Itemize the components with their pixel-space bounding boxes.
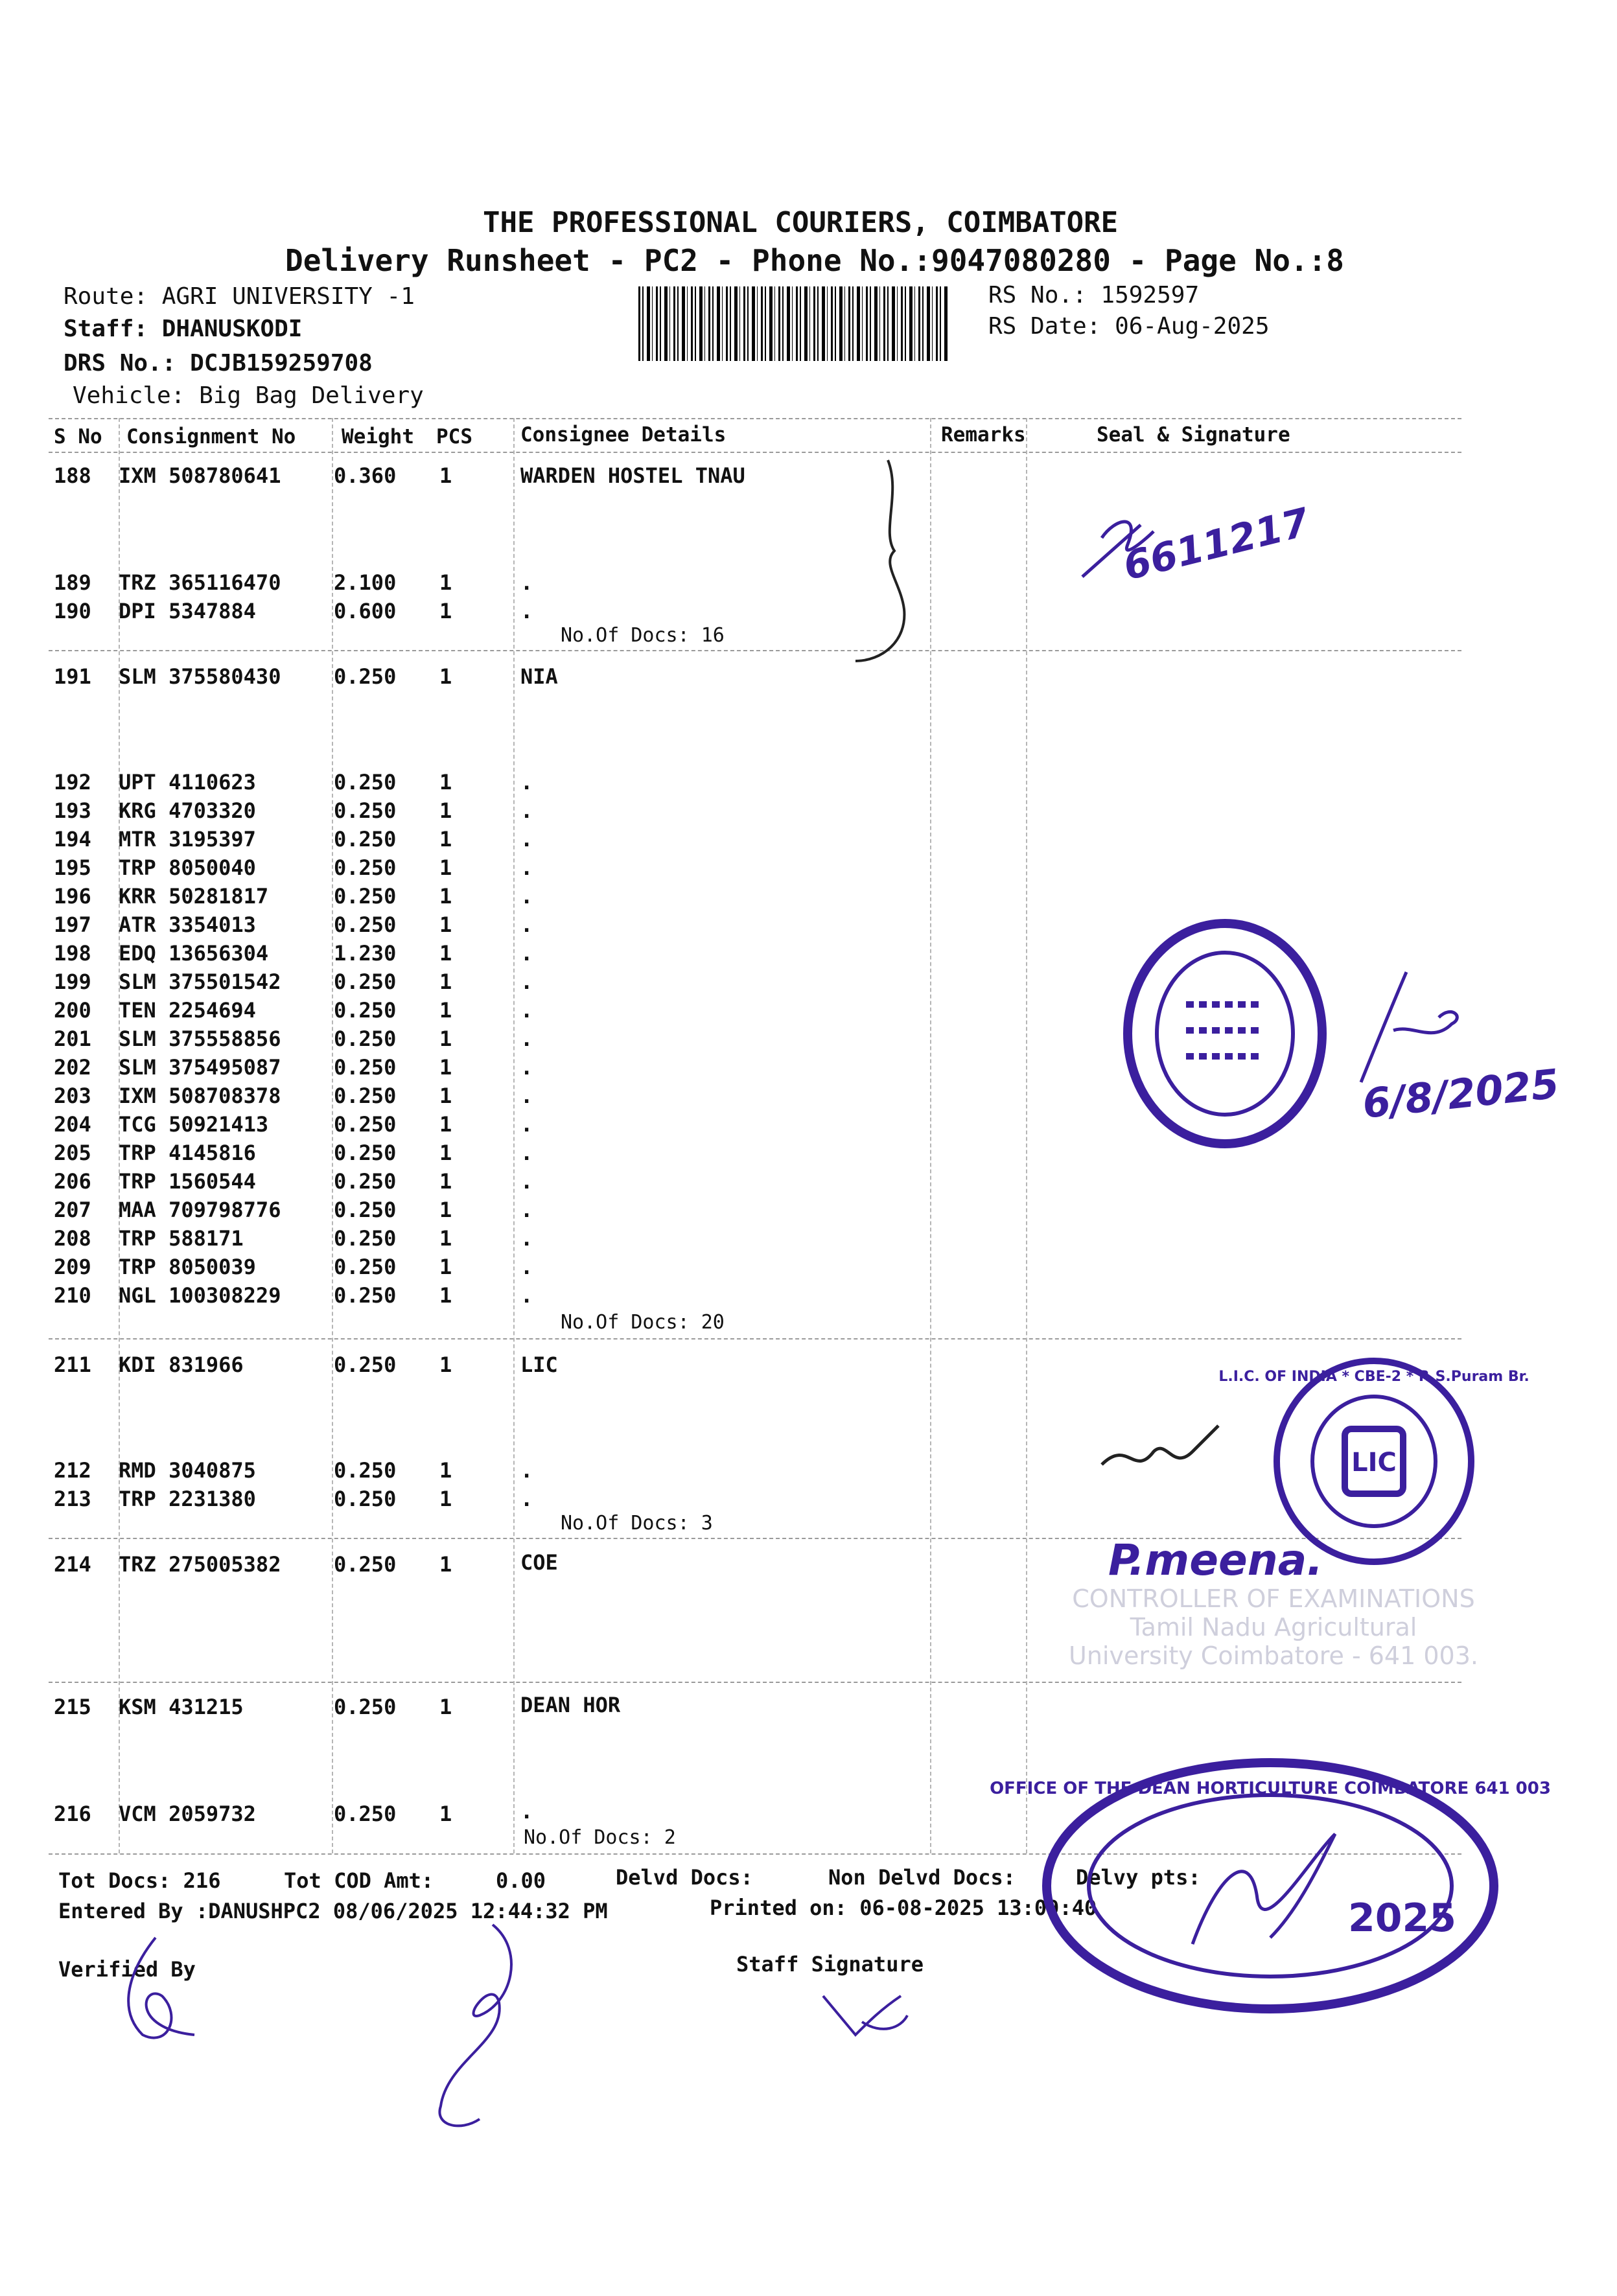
runsheet-subtitle: Delivery Runsheet - PC2 - Phone No.:9047080280 - Page No.:8: [285, 243, 1344, 278]
dean-stamp-text: OFFICE OF THE DEAN HORTICULTURE COIMBATORE 641 003: [990, 1779, 1551, 1798]
barcode: [638, 286, 949, 361]
group-brace-mark: [843, 454, 920, 667]
route-value: AGRI UNIVERSITY -1: [161, 283, 415, 310]
cell-weight: 0.250: [334, 1055, 397, 1080]
cell-pcs: 1: [439, 1458, 452, 1483]
cell-consignee: .: [520, 1255, 533, 1279]
cell-consignee: .: [520, 1283, 533, 1308]
cell-weight: 0.360: [334, 463, 397, 488]
lic-stamp-text: L.I.C. OF INDIA * CBE-2 * R.S.Puram Br.: [1218, 1369, 1530, 1385]
column-divider: [1026, 418, 1027, 1853]
cell-consignment: EDQ 13656304: [119, 941, 269, 966]
cell-weight: 2.100: [334, 570, 397, 595]
cell-consignee: WARDEN HOSTEL TNAU: [520, 463, 745, 488]
cell-sno: 193: [54, 798, 91, 823]
cell-weight: 0.250: [334, 1487, 397, 1511]
verifier-signature: [104, 1931, 233, 2061]
dean-oval-stamp: [990, 1743, 1551, 2022]
cell-consignment: SLM 375580430: [119, 664, 281, 689]
cell-pcs: 1: [439, 1026, 452, 1051]
cell-pcs: 1: [439, 1112, 452, 1137]
cell-consignment: TRP 1560544: [119, 1169, 256, 1194]
cell-consignment: KRG 4703320: [119, 798, 256, 823]
cell-weight: 0.250: [334, 1112, 397, 1137]
handwritten-initials: [1089, 1413, 1238, 1490]
printed-on: Printed on: 06-08-2025 13:09:40: [710, 1896, 1097, 1920]
total-cod-value: 0.00: [496, 1868, 546, 1893]
staff-signature-mark: [810, 1983, 920, 2054]
cell-consignment: KRR 50281817: [119, 884, 269, 909]
cell-weight: 0.250: [334, 1141, 397, 1165]
cell-pcs: 1: [439, 1695, 452, 1719]
cell-weight: 0.250: [334, 770, 397, 794]
cell-weight: 0.250: [334, 1283, 397, 1308]
delivered-docs: Delvd Docs:: [616, 1865, 753, 1890]
cell-consignment: SLM 375501542: [119, 969, 281, 994]
cell-weight: 0.250: [334, 827, 397, 852]
cell-consignment: DPI 5347884: [119, 599, 256, 623]
col-consignment: Consignment No: [126, 425, 296, 448]
cell-pcs: 1: [439, 770, 452, 794]
cell-pcs: 1: [439, 884, 452, 909]
cell-pcs: 1: [439, 827, 452, 852]
cell-pcs: 1: [439, 1226, 452, 1251]
rule: [49, 650, 1461, 651]
entered-by-signature: [421, 1912, 551, 2132]
cell-consignee: .: [520, 941, 533, 966]
cell-consignment: MAA 709798776: [119, 1198, 281, 1222]
cell-weight: 0.250: [334, 1226, 397, 1251]
cell-consignment: KSM 431215: [119, 1695, 244, 1719]
cell-sno: 191: [54, 664, 91, 689]
cell-consignee: .: [520, 969, 533, 994]
cell-consignee: .: [520, 884, 533, 909]
cell-weight: 0.250: [334, 1084, 397, 1108]
cell-consignment: SLM 375495087: [119, 1055, 281, 1080]
cell-pcs: 1: [439, 1487, 452, 1511]
cell-sno: 200: [54, 998, 91, 1023]
rule: [49, 1338, 1461, 1339]
cell-sno: 199: [54, 969, 91, 994]
rule: [49, 418, 1461, 419]
rs-no-line: [988, 282, 1199, 308]
cell-consignment: TRZ 275005382: [119, 1552, 281, 1577]
cell-pcs: 1: [439, 664, 452, 689]
rs-date-label: RS Date:: [988, 313, 1101, 340]
cell-consignment: RMD 3040875: [119, 1458, 256, 1483]
cell-pcs: 1: [439, 1055, 452, 1080]
cell-consignee: .: [520, 855, 533, 880]
cell-weight: 0.250: [334, 912, 397, 937]
cell-consignee: .: [520, 1055, 533, 1080]
rule: [49, 1682, 1461, 1683]
cell-weight: 0.600: [334, 599, 397, 623]
cell-consignee: .: [520, 1112, 533, 1137]
cell-pcs: 1: [439, 599, 452, 623]
cell-pcs: 1: [439, 570, 452, 595]
cell-sno: 210: [54, 1283, 91, 1308]
cell-consignment: KDI 831966: [119, 1352, 244, 1377]
cell-sno: 205: [54, 1141, 91, 1165]
cell-weight: 0.250: [334, 884, 397, 909]
cell-pcs: 1: [439, 1255, 452, 1279]
cell-consignment: IXM 508708378: [119, 1084, 281, 1108]
cell-pcs: 1: [439, 1084, 452, 1108]
staff-value: DHANUSKODI: [161, 316, 303, 342]
cell-weight: 0.250: [334, 998, 397, 1023]
col-remarks: Remarks: [941, 423, 1026, 446]
cell-consignment: VCM 2059732: [119, 1802, 256, 1826]
col-consignee: Consignee Details: [520, 423, 727, 446]
cell-sno: 201: [54, 1026, 91, 1051]
delivery-points: Delvy pts:: [1076, 1865, 1201, 1890]
total-docs: Tot Docs: 216: [58, 1868, 221, 1893]
cell-consignment: TEN 2254694: [119, 998, 256, 1023]
rs-no-label: RS No.:: [988, 282, 1087, 308]
cell-consignee: NIA: [520, 664, 558, 689]
cell-sno: 211: [54, 1352, 91, 1377]
vehicle-line: [73, 382, 424, 409]
cell-consignee: .: [520, 1458, 533, 1483]
cell-sno: 202: [54, 1055, 91, 1080]
handwritten-signature-2: [1335, 953, 1607, 1141]
cell-consignee: .: [520, 798, 533, 823]
cell-sno: 216: [54, 1802, 91, 1826]
cell-consignment: SLM 375558856: [119, 1026, 281, 1051]
cell-consignment: IXM 508780641: [119, 463, 281, 488]
cell-pcs: 1: [439, 855, 452, 880]
col-sno: S No: [54, 425, 102, 448]
rule: [49, 452, 1461, 453]
cell-weight: 0.250: [334, 1255, 397, 1279]
cell-weight: 0.250: [334, 1458, 397, 1483]
drs-value: DCJB159259708: [190, 350, 373, 377]
cell-consignee: DEAN HOR: [520, 1693, 621, 1717]
cell-weight: 0.250: [334, 1352, 397, 1377]
group-doc-count: No.Of Docs: 2: [524, 1826, 676, 1849]
cell-consignment: TRP 4145816: [119, 1141, 256, 1165]
staff-label: Staff:: [64, 316, 148, 342]
cell-consignment: ATR 3354013: [119, 912, 256, 937]
cell-consignment: TRP 8050039: [119, 1255, 256, 1279]
rs-no-value: 1592597: [1100, 282, 1200, 308]
company-title: THE PROFESSIONAL COURIERS, COIMBATORE: [483, 206, 1119, 239]
svg-text:LIC: LIC: [1351, 1448, 1397, 1478]
cell-consignee: .: [520, 1799, 533, 1824]
cell-sno: 197: [54, 912, 91, 937]
cell-sno: 190: [54, 599, 91, 623]
cell-consignment: TRP 8050040: [119, 855, 256, 880]
cell-sno: 188: [54, 463, 91, 488]
cell-consignee: .: [520, 1487, 533, 1511]
cell-consignment: TCG 50921413: [119, 1112, 269, 1137]
cell-weight: 0.250: [334, 1695, 397, 1719]
cell-pcs: 1: [439, 1283, 452, 1308]
handwritten-date-1: 6611217: [1119, 499, 1314, 590]
cell-sno: 195: [54, 855, 91, 880]
non-delivered-docs: Non Delvd Docs:: [828, 1865, 1016, 1890]
total-cod-label: Tot COD Amt:: [284, 1868, 434, 1893]
drs-line: [64, 350, 373, 377]
cell-pcs: 1: [439, 1352, 452, 1377]
column-divider: [513, 418, 515, 1853]
cell-consignee: .: [520, 1198, 533, 1222]
staff-line: [64, 316, 302, 342]
cell-sno: 208: [54, 1226, 91, 1251]
column-divider: [930, 418, 931, 1853]
route-label: Route:: [64, 283, 148, 310]
cell-weight: 0.250: [334, 855, 397, 880]
cell-consignment: UPT 4110623: [119, 770, 256, 794]
staff-signature-label: Staff Signature: [736, 1952, 924, 1977]
cell-sno: 212: [54, 1458, 91, 1483]
cell-weight: 0.250: [334, 1169, 397, 1194]
cell-consignee: .: [520, 998, 533, 1023]
cell-pcs: 1: [439, 1169, 452, 1194]
cell-pcs: 1: [439, 463, 452, 488]
cell-weight: 0.250: [334, 1552, 397, 1577]
verified-by-label: Verified By: [58, 1957, 196, 1982]
rs-date-line: [988, 313, 1270, 340]
cell-pcs: 1: [439, 998, 452, 1023]
cell-pcs: 1: [439, 1198, 452, 1222]
cell-consignment: MTR 3195397: [119, 827, 256, 852]
cell-pcs: 1: [439, 941, 452, 966]
cell-sno: 196: [54, 884, 91, 909]
cell-consignee: .: [520, 912, 533, 937]
cell-consignment: TRP 588171: [119, 1226, 244, 1251]
cell-weight: 0.250: [334, 798, 397, 823]
coe-faint-stamp: CONTROLLER OF EXAMINATIONS Tamil Nadu Agricultural University Coimbatore - 641 003.: [1069, 1584, 1478, 1670]
group-doc-count: No.Of Docs: 20: [561, 1311, 725, 1334]
cell-pcs: 1: [439, 969, 452, 994]
cell-sno: 214: [54, 1552, 91, 1577]
cell-weight: 0.250: [334, 1802, 397, 1826]
cell-pcs: 1: [439, 798, 452, 823]
cell-sno: 189: [54, 570, 91, 595]
cell-consignment: TRZ 365116470: [119, 570, 281, 595]
dean-stamp-date: 2025: [1348, 1896, 1456, 1941]
cell-consignee: .: [520, 1169, 533, 1194]
group-doc-count: No.Of Docs: 16: [561, 624, 725, 647]
cell-pcs: 1: [439, 912, 452, 937]
cell-weight: 0.250: [334, 1026, 397, 1051]
col-pcs: PCS: [436, 425, 472, 448]
handwritten-signature-1: [1063, 499, 1314, 596]
cell-consignee: LIC: [520, 1352, 558, 1377]
cell-sno: 204: [54, 1112, 91, 1137]
vehicle-label: Vehicle:: [73, 382, 185, 409]
cell-sno: 206: [54, 1169, 91, 1194]
nia-round-stamp: [1115, 914, 1335, 1154]
handwritten-name-text: P.meena.: [1108, 1535, 1323, 1585]
entered-by: Entered By :DANUSHPC2 08/06/2025 12:44:32 PM: [58, 1899, 608, 1923]
col-weight: Weight: [342, 425, 414, 448]
cell-sno: 209: [54, 1255, 91, 1279]
drs-label: DRS No.:: [64, 350, 176, 377]
cell-consignment: NGL 100308229: [119, 1283, 281, 1308]
cell-consignment: TRP 2231380: [119, 1487, 256, 1511]
cell-consignee: .: [520, 1226, 533, 1251]
cell-pcs: 1: [439, 1141, 452, 1165]
cell-weight: 1.230: [334, 941, 397, 966]
cell-sno: 194: [54, 827, 91, 852]
cell-weight: 0.250: [334, 664, 397, 689]
cell-sno: 198: [54, 941, 91, 966]
cell-weight: 0.250: [334, 1198, 397, 1222]
cell-sno: 203: [54, 1084, 91, 1108]
cell-consignee: .: [520, 770, 533, 794]
cell-consignee: .: [520, 1026, 533, 1051]
col-seal-signature: Seal & Signature: [1097, 423, 1290, 446]
cell-consignee: COE: [520, 1550, 558, 1575]
group-doc-count: No.Of Docs: 3: [561, 1512, 713, 1535]
handwritten-date-2: 6/8/2025: [1360, 1060, 1562, 1128]
cell-pcs: 1: [439, 1552, 452, 1577]
vehicle-value: Big Bag Delivery: [199, 382, 424, 409]
rs-date-value: 06-Aug-2025: [1115, 313, 1270, 340]
route-line: [64, 283, 415, 310]
cell-sno: 213: [54, 1487, 91, 1511]
cell-consignee: .: [520, 599, 533, 623]
cell-pcs: 1: [439, 1802, 452, 1826]
cell-sno: 215: [54, 1695, 91, 1719]
column-divider: [332, 418, 333, 1853]
cell-consignee: .: [520, 827, 533, 852]
cell-consignee: .: [520, 1141, 533, 1165]
cell-consignee: .: [520, 570, 533, 595]
cell-weight: 0.250: [334, 969, 397, 994]
cell-sno: 192: [54, 770, 91, 794]
cell-sno: 207: [54, 1198, 91, 1222]
cell-consignee: .: [520, 1084, 533, 1108]
